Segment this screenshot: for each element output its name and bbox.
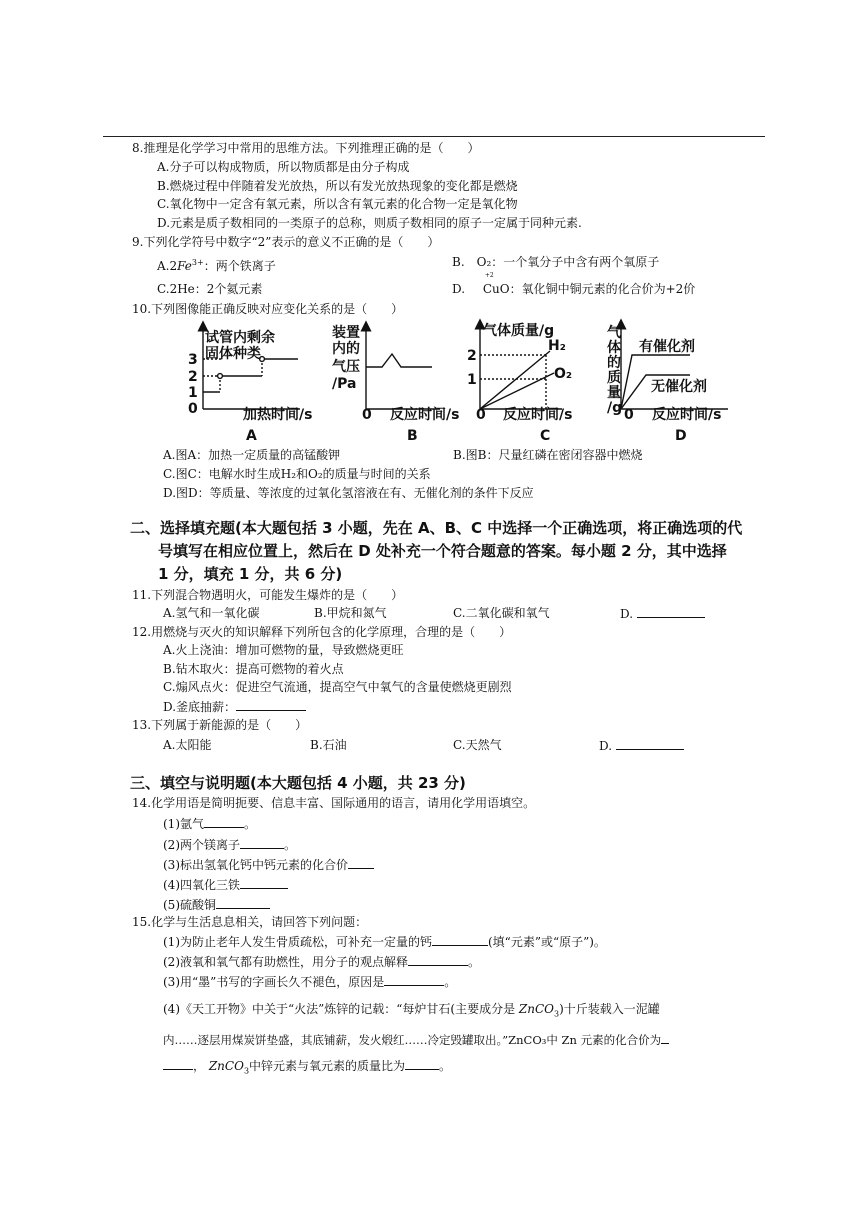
graph-c-xlabel: 反应时间/s	[503, 407, 573, 423]
q10-option-d: D.图D：等质量、等浓度的过氧化氢溶液在有、无催化剂的条件下反应	[163, 486, 534, 500]
q14-item-4	[163, 877, 288, 892]
q14-item-5-label: (5)硫酸铜	[163, 898, 216, 912]
q9-d-text: ：氧化铜中铜元素的化合价为+2价	[509, 282, 696, 296]
q14-item-2-label: (2)两个镁离子	[163, 838, 240, 852]
section-2-line-2: 号填写在相应位置上，然后在 D 处补充一个符合题意的答案。每小题 2 分，其中选择	[158, 542, 727, 560]
q15-item-2-blank[interactable]	[408, 954, 468, 966]
graph-d-ylabel-1: 体	[607, 340, 621, 356]
q9-stem: 9.下列化学符号中数字“2”表示的意义不正确的是（ ）	[132, 235, 440, 249]
q12-d-label: D.釜底抽薪：	[163, 700, 237, 714]
section-3-title: 三、填空与说明题(本大题包括 4 小题，共 23 分)	[130, 774, 466, 792]
q9-option-a	[157, 256, 276, 273]
q14-item-3-label: (3)标出氢氧化钙中钙元素的化合价	[163, 858, 348, 872]
section-2-line-1: 二、选择填充题(本大题包括 3 小题，先在 A、B、C 中选择一个正确选项，将正确选项的代	[130, 519, 743, 537]
q14-item-2-end: 。	[284, 838, 297, 852]
q12-option-d	[163, 699, 306, 714]
q14-item-3-blank[interactable]	[348, 857, 374, 869]
q10-stem: 10.下列图像能正确反映对应变化关系的是（ ）	[132, 302, 404, 316]
graph-c-label: C	[540, 428, 551, 444]
q13-stem: 13.下列属于新能源的是（ ）	[132, 718, 308, 732]
q15-item-4-text-2: )十斤装载入一泥罐	[559, 1002, 660, 1016]
q8-option-a: A.分子可以构成物质，所以物质都是由分子构成	[157, 160, 410, 174]
q15-item-3-end: 。	[444, 975, 457, 989]
q15-item-4-blank-2[interactable]	[405, 1058, 439, 1070]
q10-option-a: A.图A：加热一定质量的高锰酸钾	[163, 448, 341, 462]
graph-a-tick-3: 3	[188, 352, 198, 368]
q15-item-4-comma: ，	[193, 1059, 206, 1073]
graph-a-label: A	[246, 428, 257, 444]
graph-d-ylabel-3: 质	[607, 370, 621, 386]
graph-d-ylabel-0: 气	[607, 325, 621, 341]
q9-d-valence: +2	[484, 272, 494, 279]
graph-c-tick-2: 2	[467, 348, 477, 364]
q14-item-2	[163, 837, 296, 852]
q11-stem: 11.下列混合物遇明火，可能发生爆炸的是（ ）	[132, 588, 404, 602]
q12-stem: 12.用燃烧与灭火的知识解释下列所包含的化学原理，合理的是（ ）	[132, 625, 512, 639]
q14-item-1-blank[interactable]	[204, 816, 244, 828]
q9-a-charge: 3+	[191, 258, 204, 267]
q14-stem: 14.化学用语是简明扼要、信息丰富、国际通用的语言，请用化学用语填空。	[132, 796, 536, 810]
q9-option-b: B. O₂：一个氧分子中含有两个氧原子	[452, 255, 660, 269]
graph-a-tick-0: 0	[188, 401, 198, 417]
graph-a-tick-1: 1	[188, 385, 198, 401]
graph-c-tick-1: 1	[467, 372, 477, 388]
q9-d-prefix: D.	[452, 282, 466, 296]
q15-item-1-text: (1)为防止老年人发生骨质疏松，可补充一定量的钙	[163, 935, 432, 949]
q15-item-4-formula-2-sub: 3	[243, 1066, 250, 1076]
q10-option-c: C.图C：电解水时生成H₂和O₂的质量与时间的关系	[163, 467, 431, 481]
graph-d-origin: 0	[624, 407, 634, 423]
q12-option-a: A.火上浇油：增加可燃物的量，导致燃烧更旺	[163, 643, 404, 657]
graph-a-ylabel-2: 固体种类	[205, 346, 261, 362]
q14-item-1-label: (1)氩气	[163, 817, 204, 831]
q8-option-c: C.氧化物中一定含有氧元素，所以含有氧元素的化合物一定是氧化物	[157, 197, 518, 211]
q15-item-4-formula-2: ZnCO	[208, 1059, 244, 1073]
graph-c-tick-0: 0	[476, 407, 486, 423]
q15-item-4-text-4: 中锌元素与氧元素的质量比为	[249, 1059, 406, 1073]
q15-item-4-formula: ZnCO	[518, 1002, 554, 1016]
graph-d-xlabel: 反应时间/s	[652, 407, 722, 423]
q15-item-2-end: 。	[468, 955, 481, 969]
q14-item-4-blank[interactable]	[240, 877, 288, 889]
graph-d-series-without: 无催化剂	[651, 379, 707, 395]
q15-item-4-text-3: 内……逐层用煤炭饼垫盛，其底铺薪，发火煅红……冷定毁罐取出。”ZnCO₃中 Zn 元素的化合价为	[163, 1033, 662, 1047]
q14-item-1	[163, 816, 256, 831]
q15-item-3-text: (3)用“墨”书写的字画长久不褪色，原因是	[163, 975, 385, 989]
q15-item-2-text: (2)液氧和氧气都有助燃性，用分子的观点解释	[163, 955, 408, 969]
q11-option-d	[620, 606, 705, 621]
graph-b-ylabel-1: 装置	[332, 325, 360, 341]
graph-d-label: D	[675, 428, 687, 444]
q9-option-c: C.2He：2个氦元素	[157, 282, 263, 296]
graph-b-origin: 0	[362, 407, 372, 423]
q14-item-3	[163, 857, 374, 872]
q9-option-d	[452, 272, 696, 296]
q13-d-blank[interactable]	[616, 738, 684, 750]
graph-a-ylabel-1: 试管内剩余	[205, 330, 275, 346]
graph-d-series-with: 有催化剂	[639, 339, 695, 355]
q11-d-blank[interactable]	[637, 606, 705, 618]
header-rule	[103, 136, 765, 137]
q15-item-4-blank-1b[interactable]	[163, 1058, 193, 1070]
graph-c-ylabel: 气体质量/g	[483, 323, 555, 339]
q11-option-b: B.甲烷和氮气	[314, 606, 387, 620]
q15-stem: 15.化学与生活息息相关，请回答下列问题：	[132, 915, 368, 929]
graph-c-series-o2: O₂	[554, 366, 573, 382]
q11-option-a: A.氢气和一氧化碳	[163, 606, 260, 620]
graph-b-label: B	[407, 428, 418, 444]
q15-item-3-blank[interactable]	[384, 974, 444, 986]
q13-option-c: C.天然气	[453, 738, 502, 752]
q15-item-4-line-1	[163, 1002, 660, 1021]
q12-option-b: B.钻木取火：提高可燃物的着火点	[163, 662, 344, 676]
q12-option-c: C.煽风点火：促进空气流通，提高空气中氧气的含量使燃烧更剧烈	[163, 680, 512, 694]
graph-a-tick-2: 2	[188, 369, 198, 385]
q14-item-4-label: (4)四氧化三铁	[163, 878, 240, 892]
q15-item-4-formula-sub: 3	[554, 1009, 560, 1019]
graph-b-xlabel: 反应时间/s	[390, 407, 460, 423]
q15-item-4-end: 。	[439, 1059, 452, 1073]
q15-item-4-line-3	[163, 1058, 451, 1078]
q9-a-text: ：两个铁离子	[203, 259, 276, 273]
q15-item-1-blank[interactable]	[432, 934, 488, 946]
q14-item-1-end: 。	[244, 817, 257, 831]
q13-option-d	[599, 738, 684, 753]
q13-option-b: B.石油	[310, 738, 347, 752]
q9-a-symbol: Fe	[177, 259, 192, 273]
graph-b-ylabel-2: 内的	[332, 341, 360, 357]
q9-d-formula: CuO	[482, 282, 510, 296]
q10-graphs	[150, 318, 740, 446]
q8-option-d: D.元素是质子数相同的一类原子的总称，则质子数相同的原子一定属于同种元素.	[157, 216, 582, 230]
graph-b-ylabel-4: /Pa	[332, 376, 357, 392]
q11-option-c: C.二氧化碳和氧气	[453, 606, 550, 620]
q15-item-2	[163, 954, 480, 969]
section-2-line-3: 1 分，填充 1 分，共 6 分)	[158, 565, 343, 583]
q11-d-label: D.	[620, 607, 634, 621]
q8-option-b: B.燃烧过程中伴随着发光放热，所以有发光放热现象的变化都是燃烧	[157, 179, 518, 193]
q14-item-5	[163, 897, 270, 912]
graph-d-ylabel-2: 的	[607, 355, 621, 371]
q13-option-a: A.太阳能	[163, 738, 212, 752]
graph-b-ylabel-3: 气压	[332, 359, 360, 375]
q13-d-label: D.	[599, 739, 613, 753]
q15-item-4-blank-1[interactable]	[661, 1032, 669, 1044]
q15-item-4-text-1: (4)《天工开物》中关于“火法”炼锌的记载：“每炉甘石(主要成分是	[163, 1002, 519, 1016]
graph-d-ylabel-5: /g	[607, 400, 623, 416]
q15-item-1	[163, 934, 606, 949]
q15-item-1-end: (填“元素”或“原子”)。	[488, 935, 606, 949]
q15-item-4-line-2	[163, 1032, 669, 1047]
q15-item-3	[163, 974, 456, 989]
q14-item-2-blank[interactable]	[240, 837, 284, 849]
q9-a-prefix: A.2	[157, 259, 178, 273]
q14-item-5-blank[interactable]	[216, 897, 270, 909]
q10-option-b: B.图B：尺量红磷在密闭容器中燃烧	[453, 448, 643, 462]
graph-a-xlabel: 加热时间/s	[243, 407, 313, 423]
q12-d-blank[interactable]	[236, 699, 306, 711]
q8-stem: 8.推理是化学学习中常用的思维方法。下列推理正确的是（ ）	[132, 141, 480, 155]
graph-c-series-h2: H₂	[548, 338, 566, 354]
graph-d-ylabel-4: 量	[607, 385, 621, 401]
